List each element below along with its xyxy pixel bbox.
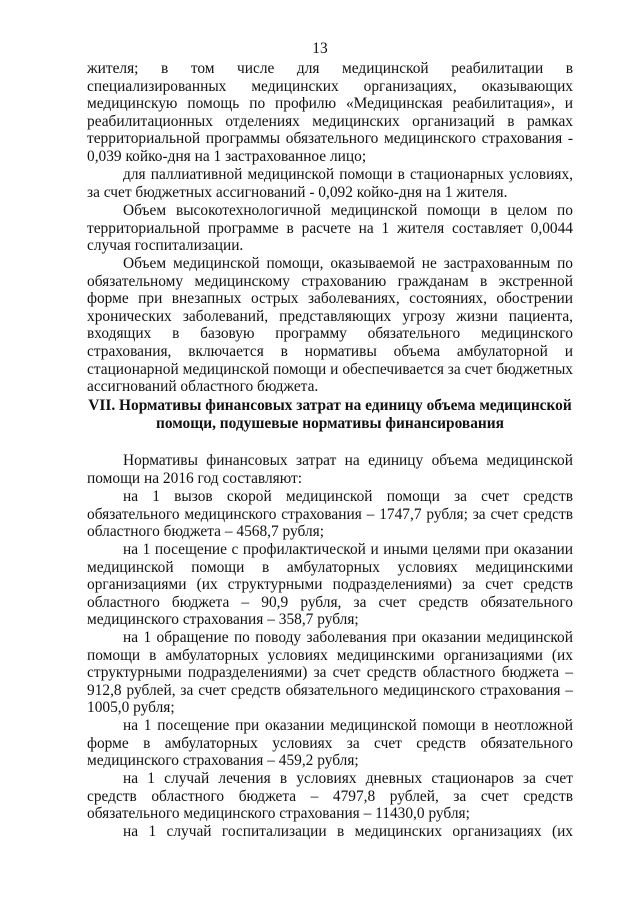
paragraph-day-hospital: на 1 случай лечения в условиях дневных стационаров за счет средств областного бюджета – 4797,8 рублей, за счет средств обязательного медицинского страхования – 11430,0 рубля; <box>87 770 573 823</box>
paragraph-high-tech-care: Объем высокотехнологичной медицинской помощи в целом по территориальной программе в расчете на 1 жителя составляет 0,0044 случая госпитализации. <box>87 202 573 255</box>
paragraph-rehab-norms: жителя; в том числе для медицинской реабилитации в специализированных медицинских организациях, оказывающих медицинскую помощь по профилю «Медицинская реабилитация», и реабилитационных отделениях медицинских организаций в рамках территориальной программы обязательного медицинского страхования - 0,039 койко-дня на 1 застрахованное лицо; <box>87 60 573 165</box>
section-heading-line-1: VII. Нормативы финансовых затрат на единицу объема медицинской <box>88 397 572 414</box>
paragraph-palliative-care: для паллиативной медицинской помощи в стационарных условиях, за счет бюджетных ассигнований - 0,092 койко-дня на 1 жителя. <box>87 166 573 201</box>
paragraph-preventive-visit: на 1 посещение с профилактической и иными целями при оказании медицинской помощи в амбулаторных условиях медицинскими организациями (их структурными подразделениями) за счет средств областного бюджета – 90,9 рубля, за счет средств обязательного медицинского страхования – 358,7 рубля; <box>87 541 573 629</box>
paragraph-urgent-visit: на 1 посещение при оказании медицинской помощи в неотложной форме в амбулаторных условиях за счет средств обязательного медицинского страхования – 459,2 рубля; <box>87 717 573 770</box>
paragraph-hospitalization: на 1 случай госпитализации в медицинских организациях (их <box>123 823 573 840</box>
section-heading <box>87 397 573 432</box>
paragraph-ambulance-call: на 1 вызов скорой медицинской помощи за счет средств обязательного медицинского страхования – 1747,7 рубля; за счет средств областного бюджета – 4568,7 рубля; <box>87 488 573 541</box>
paragraph-uninsured-care: Объем медицинской помощи, оказываемой не застрахованным по обязательному медицинскому страхованию гражданам в экстренной форме при внезапных острых заболеваниях, состояниях, обострении хронических заболеваний, представляющих угрозу жизни пациента, входящих в базовую программу обязательного медицинского страхования, включается в нормативы объема амбулаторной и стационарной медицинской помощи и обеспечивается за счет бюджетных ассигнований областного бюджета. <box>87 255 573 396</box>
section-heading-line-2: помощи, подушевые нормативы финансирования <box>156 414 504 432</box>
paragraph-disease-visit: на 1 обращение по поводу заболевания при оказании медицинской помощи в амбулаторных условиях медицинскими организациями (их структурными подразделениями) за счет средств областного бюджета – 912,8 рублей, за счет средств обязательного медицинского страхования – 1005,0 рубля; <box>87 629 573 717</box>
paragraph-cost-norms-intro: Нормативы финансовых затрат на единицу объема медицинской помощи на 2016 год составляют: <box>87 452 573 487</box>
page-number: 13 <box>312 40 328 57</box>
